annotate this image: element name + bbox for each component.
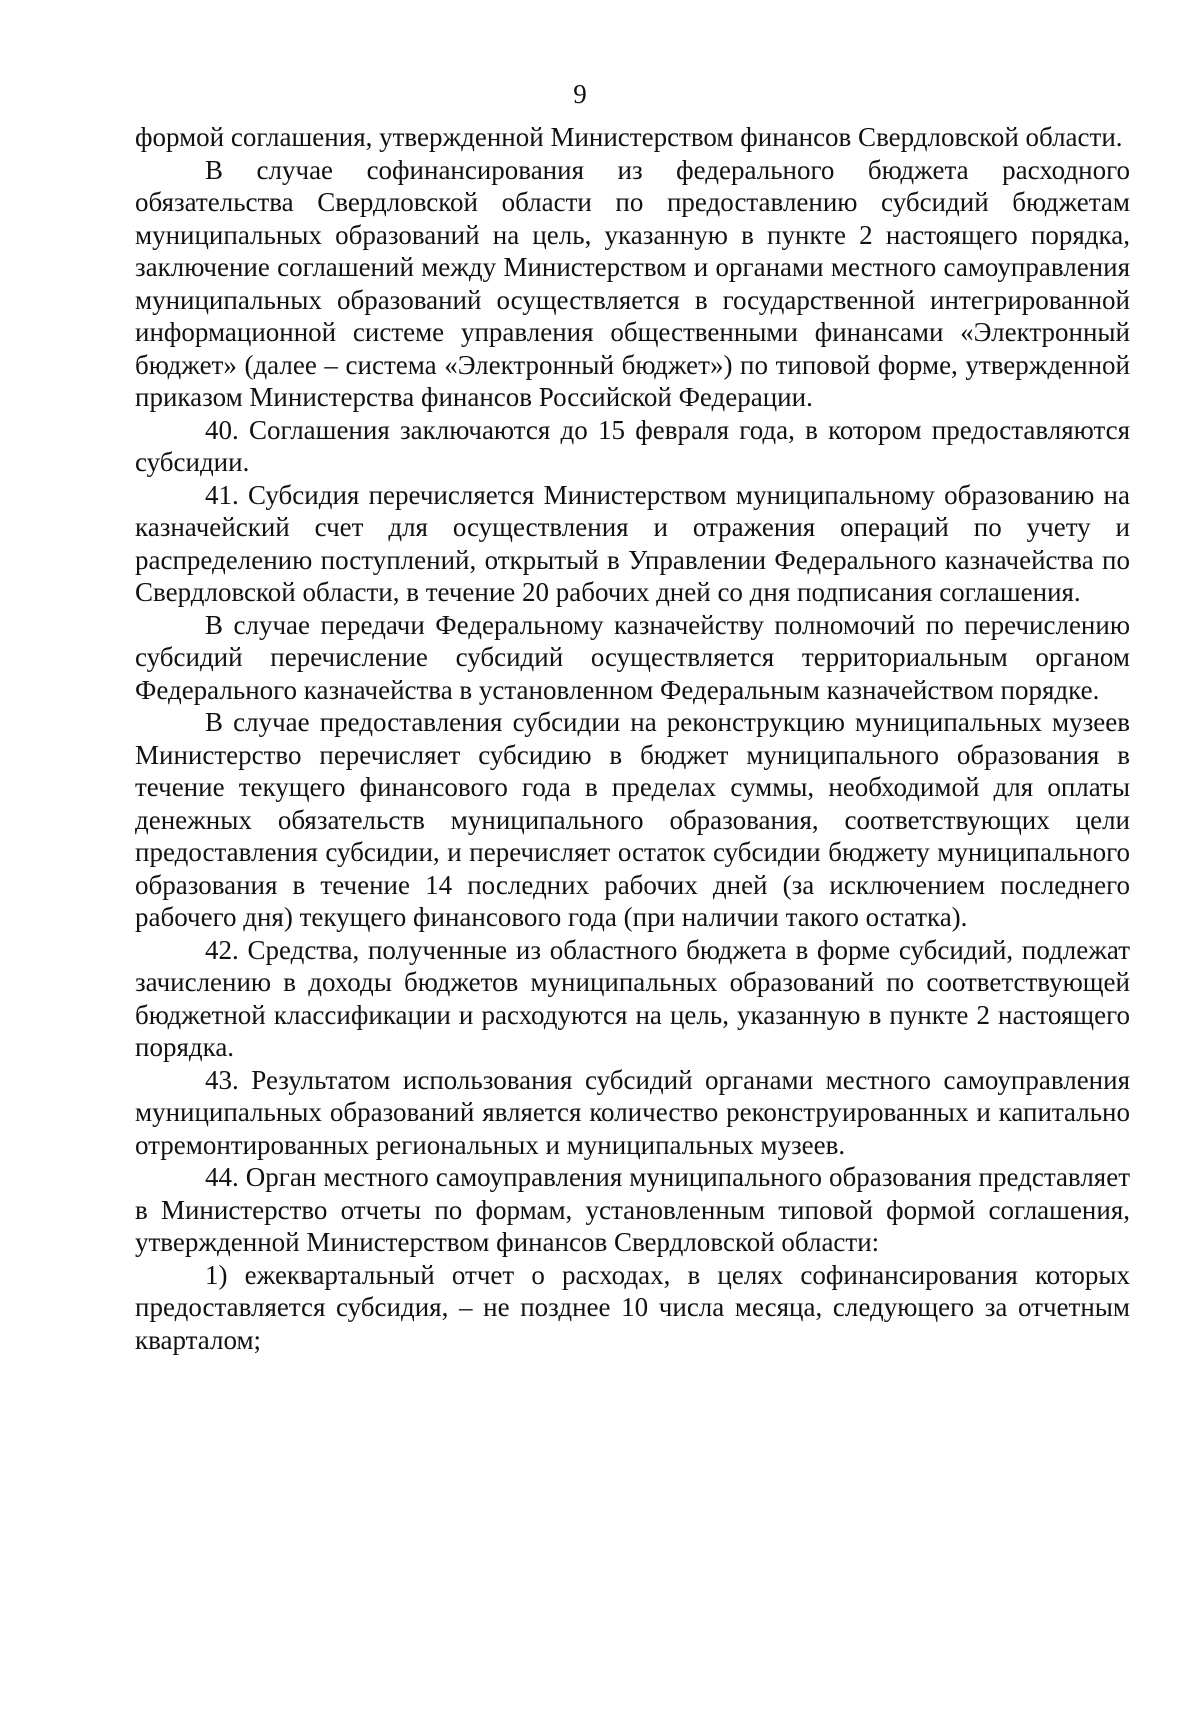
paragraph-item-41: 41. Субсидия перечисляется Министерством муниципальному образованию на казначейский счет для осуществления и отражения операций по учету и распределению поступлений, открытый в Управлении Федерального казначейства по Свердловской области, в течение 20 рабочих дней со дня подписания соглашения.: [135, 479, 1130, 607]
paragraph-item-42: 42. Средства, полученные из областного бюджета в форме субсидий, подлежат зачислению в доходы бюджетов муниципальных образований по соответствующей бюджетной классификации и расходуются на цель, указанную в пункте 2 настоящего порядка.: [135, 934, 1130, 1062]
document-body: [135, 121, 1130, 1356]
paragraph-item-40: 40. Соглашения заключаются до 15 февраля года, в котором предоставляются субсидии.: [135, 414, 1130, 477]
paragraph-continuation: формой соглашения, утвержденной Министерством финансов Свердловской области.: [135, 122, 1123, 152]
paragraph-item-43: 43. Результатом использования субсидий органами местного самоуправления муниципальных образований является количество реконструированных и капитально отремонтированных региональных и муниципальных музеев.: [135, 1064, 1130, 1160]
paragraph-museum-reconstruction: В случае предоставления субсидии на реконструкцию муниципальных музеев Министерство перечисляет субсидию в бюджет муниципального образования в течение текущего финансового года в пределах суммы, необходимой для оплаты денежных обязательств муниципального образования, соответствующих цели предоставления субсидии, и перечисляет остаток субсидии бюджету муниципального образования в течение 14 последних рабочих дней (за исключением последнего рабочего дня) текущего финансового года (при наличии такого остатка).: [135, 707, 1130, 932]
paragraph-federal-treasury: В случае передачи Федеральному казначейству полномочий по перечислению субсидий перечисление субсидий осуществляется территориальным органом Федерального казначейства в установленном Федеральным казначейством порядке.: [135, 609, 1130, 705]
paragraph-electronic-budget: В случае софинансирования из федерального бюджета расходного обязательства Свердловской области по предоставлению субсидий бюджетам муниципальных образований на цель, указанную в пункте 2 настоящего порядка, заключение соглашений между Министерством и органами местного самоуправления муниципальных образований осуществляется в государственной интегрированной информационной системе управления общественными финансами «Электронный бюджет» (далее – система «Электронный бюджет») по типовой форме, утвержденной приказом Министерства финансов Российской Федерации.: [135, 154, 1130, 412]
paragraph-item-44: 44. Орган местного самоуправления муниципального образования представляет в Министерство отчеты по формам, установленным типовой формой соглашения, утвержденной Министерством финансов Свердловской области:: [135, 1162, 1130, 1257]
page-number: 9: [573, 79, 587, 109]
paragraph-subitem-1: 1) ежеквартальный отчет о расходах, в целях софинансирования которых предоставляется субсидия, – не позднее 10 числа месяца, следующего за отчетным кварталом;: [135, 1259, 1130, 1355]
